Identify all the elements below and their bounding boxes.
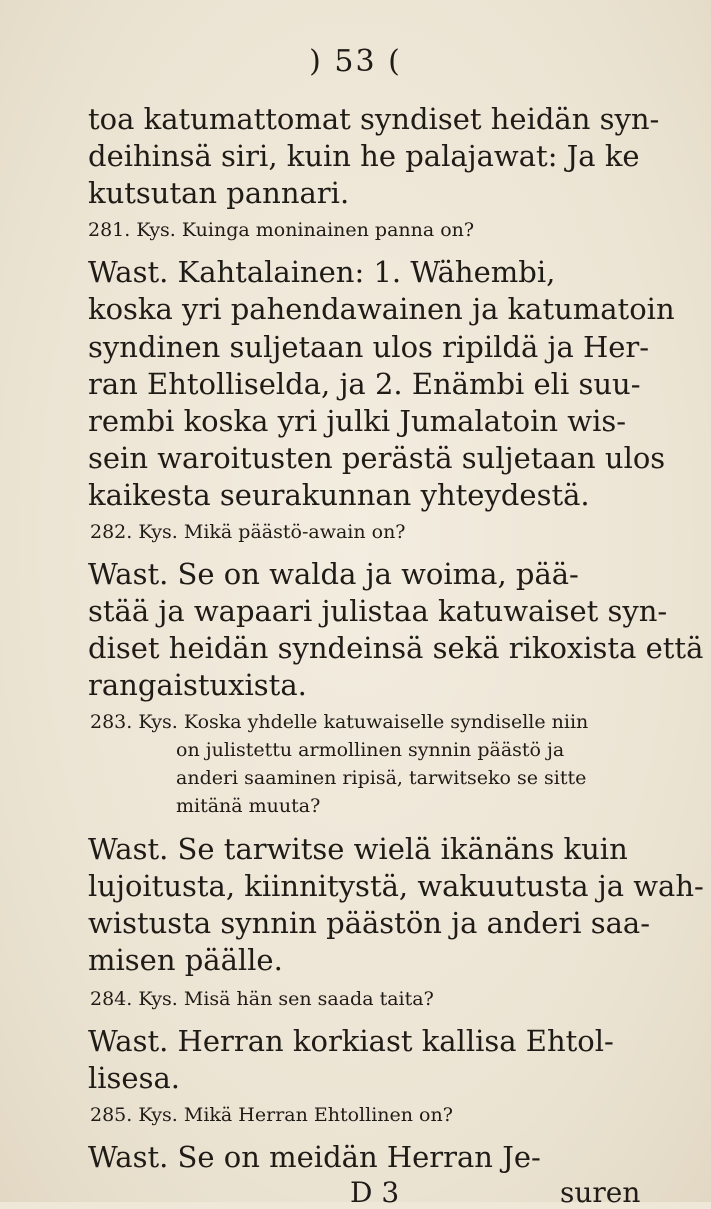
answer-281-line: syndinen suljetaan ulos ripildä ja Her- bbox=[88, 330, 650, 364]
answer-282-line: Wast. Se on walda ja woima, pää- bbox=[88, 557, 579, 591]
question-283-line: anderi saaminen ripisä, tarwitseko se sitte bbox=[176, 767, 587, 789]
intro-line: toa katumattomat syndiset heidän syn- bbox=[88, 102, 660, 136]
signature-mark: D 3 bbox=[350, 1176, 400, 1209]
catchword: suren bbox=[560, 1176, 641, 1209]
answer-282-line: stää ja wapaari julistaa katuwaiset syn- bbox=[88, 594, 668, 628]
question-284: 284. Kys. Misä hän sen saada taita? bbox=[90, 988, 434, 1010]
question-282: 282. Kys. Mikä päästö-awain on? bbox=[90, 521, 406, 543]
answer-281-line: Wast. Kahtalainen: 1. Wähembi, bbox=[88, 255, 556, 289]
answer-282-line: diset heidän syndeinsä sekä rikoxista että bbox=[88, 631, 704, 665]
question-283-line: mitänä muuta? bbox=[176, 795, 321, 817]
intro-line: kutsutan pannari. bbox=[88, 176, 350, 210]
intro-line: deihinsä siri, kuin he palajawat: Ja ke bbox=[88, 139, 640, 173]
answer-281-line: koska yri pahendawainen ja katumatoin bbox=[88, 292, 675, 326]
answer-282-line: rangaistuxista. bbox=[88, 668, 307, 702]
answer-281-line: kaikesta seurakunnan yhteydestä. bbox=[88, 478, 590, 512]
answer-285-line: Wast. Se on meidän Herran Je- bbox=[88, 1140, 541, 1174]
question-281: 281. Kys. Kuinga moninainen panna on? bbox=[88, 219, 475, 241]
answer-281-line: ran Ehtolliselda, ja 2. Enämbi eli suu- bbox=[88, 367, 641, 401]
answer-283-line: wistusta synnin päästön ja anderi saa- bbox=[88, 906, 650, 940]
running-head: ) 53 ( bbox=[309, 44, 402, 79]
question-283-line: on julistettu armollinen synnin päästö ja bbox=[176, 739, 565, 761]
answer-284-line: lisesa. bbox=[88, 1061, 180, 1095]
answer-281-line: sein waroitusten perästä suljetaan ulos bbox=[88, 441, 666, 475]
answer-283-line: lujoitusta, kiinnitystä, wakuutusta ja wah- bbox=[88, 869, 704, 903]
answer-283-line: Wast. Se tarwitse wielä ikänäns kuin bbox=[88, 832, 628, 866]
answer-281-line: rembi koska yri julki Jumalatoin wis- bbox=[88, 404, 627, 438]
question-283-line: 283. Kys. Koska yhdelle katuwaiselle syndiselle niin bbox=[90, 711, 589, 733]
question-285: 285. Kys. Mikä Herran Ehtollinen on? bbox=[90, 1104, 453, 1126]
answer-284-line: Wast. Herran korkiast kallisa Ehtol- bbox=[88, 1024, 614, 1058]
answer-283-line: misen päälle. bbox=[88, 943, 283, 977]
